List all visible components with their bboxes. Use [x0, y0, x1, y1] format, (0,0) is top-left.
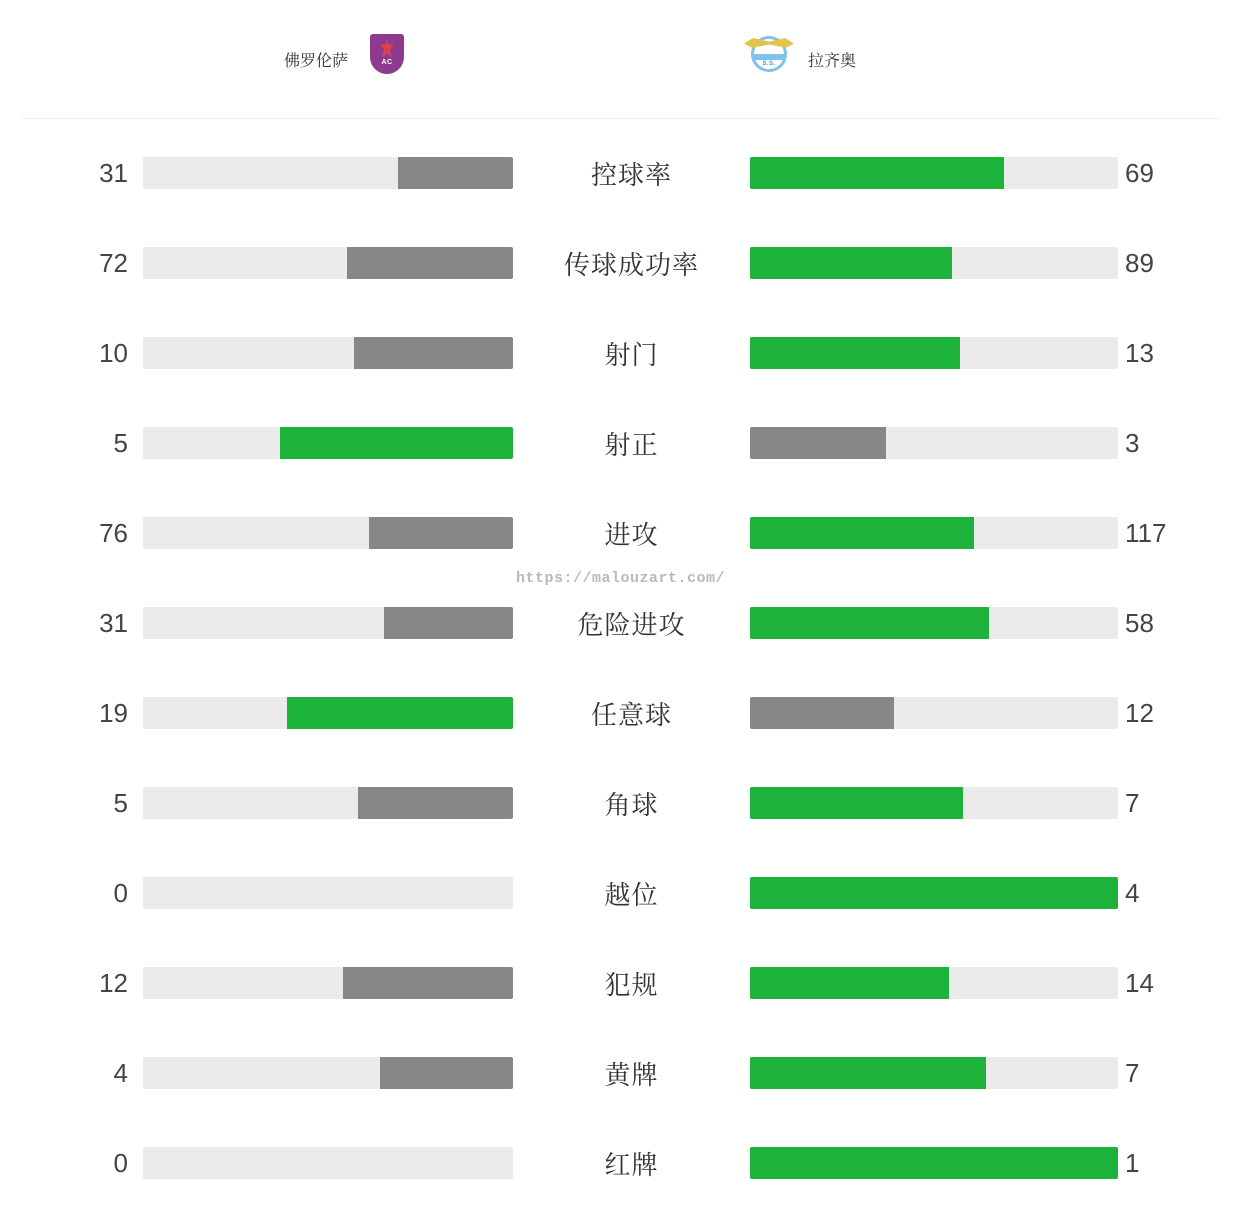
- away-bar-fill: [750, 1057, 986, 1089]
- home-bar-track: [143, 427, 513, 459]
- stat-label: 越位: [604, 879, 659, 910]
- away-bar-fill: [750, 337, 960, 369]
- home-bar-fill: [358, 787, 513, 819]
- home-bar-track: [143, 247, 513, 279]
- stat-row: [0, 578, 1241, 668]
- away-value: 3: [1125, 427, 1140, 458]
- home-bar-fill: [343, 967, 513, 999]
- home-bar-track: [143, 517, 513, 549]
- away-bar-fill: [750, 427, 886, 459]
- fiorentina-crest-icon: [362, 32, 412, 86]
- home-bar-track: [143, 157, 513, 189]
- home-value: 5: [113, 427, 128, 458]
- away-bar-track: [750, 697, 1118, 729]
- home-value: 31: [99, 607, 128, 638]
- home-bar-fill: [384, 607, 514, 639]
- away-bar-track: [750, 607, 1118, 639]
- away-bar-track: [750, 877, 1118, 909]
- away-bar-fill: [750, 1147, 1118, 1179]
- away-bar-track: [750, 517, 1118, 549]
- away-team-name: 拉齐奥: [808, 52, 857, 70]
- home-bar-track: [143, 967, 513, 999]
- fiorentina-crest-text: AC: [381, 59, 393, 66]
- match-stats-header: [0, 0, 1241, 118]
- stat-label: 犯规: [604, 969, 659, 1000]
- away-bar-track: [750, 787, 1118, 819]
- away-value: 12: [1125, 697, 1154, 728]
- lazio-crest-icon: [744, 32, 794, 86]
- away-bar-track: [750, 1057, 1118, 1089]
- away-value: 69: [1125, 157, 1154, 188]
- home-bar-track: [143, 607, 513, 639]
- home-value: 10: [99, 337, 128, 368]
- home-value: 5: [113, 787, 128, 818]
- stat-label: 黄牌: [604, 1059, 659, 1090]
- stat-row: [0, 668, 1241, 758]
- home-value: 19: [99, 697, 128, 728]
- home-bar-fill: [354, 337, 513, 369]
- away-bar-fill: [750, 697, 894, 729]
- away-team-block: [744, 32, 856, 86]
- stat-row: [0, 1118, 1241, 1208]
- home-value: 76: [99, 517, 128, 548]
- home-bar-fill: [347, 247, 514, 279]
- away-value: 7: [1125, 787, 1140, 818]
- away-bar-fill: [750, 877, 1118, 909]
- home-bar-track: [143, 337, 513, 369]
- away-value: 14: [1125, 967, 1154, 998]
- home-value: 72: [99, 247, 128, 278]
- stat-row: [0, 938, 1241, 1028]
- home-value: 4: [113, 1057, 128, 1088]
- home-value: 31: [99, 157, 128, 188]
- away-bar-track: [750, 427, 1118, 459]
- home-bar-fill: [287, 697, 513, 729]
- stat-row: [0, 488, 1241, 578]
- stat-label: 红牌: [604, 1149, 659, 1180]
- away-bar-track: [750, 967, 1118, 999]
- stat-row: [0, 398, 1241, 488]
- away-value: 89: [1125, 247, 1154, 278]
- away-value: 7: [1125, 1057, 1140, 1088]
- away-bar-track: [750, 337, 1118, 369]
- stat-row: [0, 128, 1241, 218]
- home-bar-track: [143, 877, 513, 909]
- header-divider: [22, 118, 1219, 119]
- away-bar-fill: [750, 607, 989, 639]
- home-bar-fill: [280, 427, 513, 459]
- home-bar-track: [143, 1057, 513, 1089]
- stat-label: 角球: [604, 789, 659, 820]
- stat-label: 控球率: [590, 159, 672, 190]
- stat-row: [0, 758, 1241, 848]
- stat-label: 危险进攻: [577, 609, 686, 640]
- stat-label: 任意球: [590, 699, 672, 730]
- home-bar-fill: [380, 1057, 513, 1089]
- away-bar-fill: [750, 967, 949, 999]
- away-bar-fill: [750, 517, 974, 549]
- away-bar-fill: [750, 247, 952, 279]
- stats-rows: [0, 128, 1241, 1208]
- home-team-name: 佛罗伦萨: [284, 52, 349, 70]
- home-bar-fill: [398, 157, 513, 189]
- home-bar-track: [143, 1147, 513, 1179]
- lazio-crest-text: S.S.: [762, 61, 776, 67]
- home-value: 12: [99, 967, 128, 998]
- stat-label: 传球成功率: [563, 249, 699, 280]
- stat-row: [0, 1028, 1241, 1118]
- stat-row: [0, 848, 1241, 938]
- watermark: https://malouzart.com/: [515, 570, 726, 587]
- away-value: 1: [1125, 1147, 1140, 1178]
- stat-row: [0, 218, 1241, 308]
- stat-label: 射正: [604, 429, 659, 460]
- away-value: 117: [1125, 517, 1167, 548]
- away-value: 13: [1125, 337, 1154, 368]
- away-value: 58: [1125, 607, 1154, 638]
- stat-label: 进攻: [604, 519, 659, 550]
- away-bar-fill: [750, 157, 1004, 189]
- home-team-block: [284, 32, 412, 86]
- stat-label: 射门: [604, 339, 659, 370]
- home-value: 0: [113, 877, 128, 908]
- away-value: 4: [1125, 877, 1140, 908]
- home-bar-track: [143, 787, 513, 819]
- away-bar-track: [750, 1147, 1118, 1179]
- away-bar-track: [750, 247, 1118, 279]
- away-bar-track: [750, 157, 1118, 189]
- away-bar-fill: [750, 787, 963, 819]
- home-bar-track: [143, 697, 513, 729]
- home-value: 0: [113, 1147, 128, 1178]
- home-bar-fill: [369, 517, 513, 549]
- stat-row: [0, 308, 1241, 398]
